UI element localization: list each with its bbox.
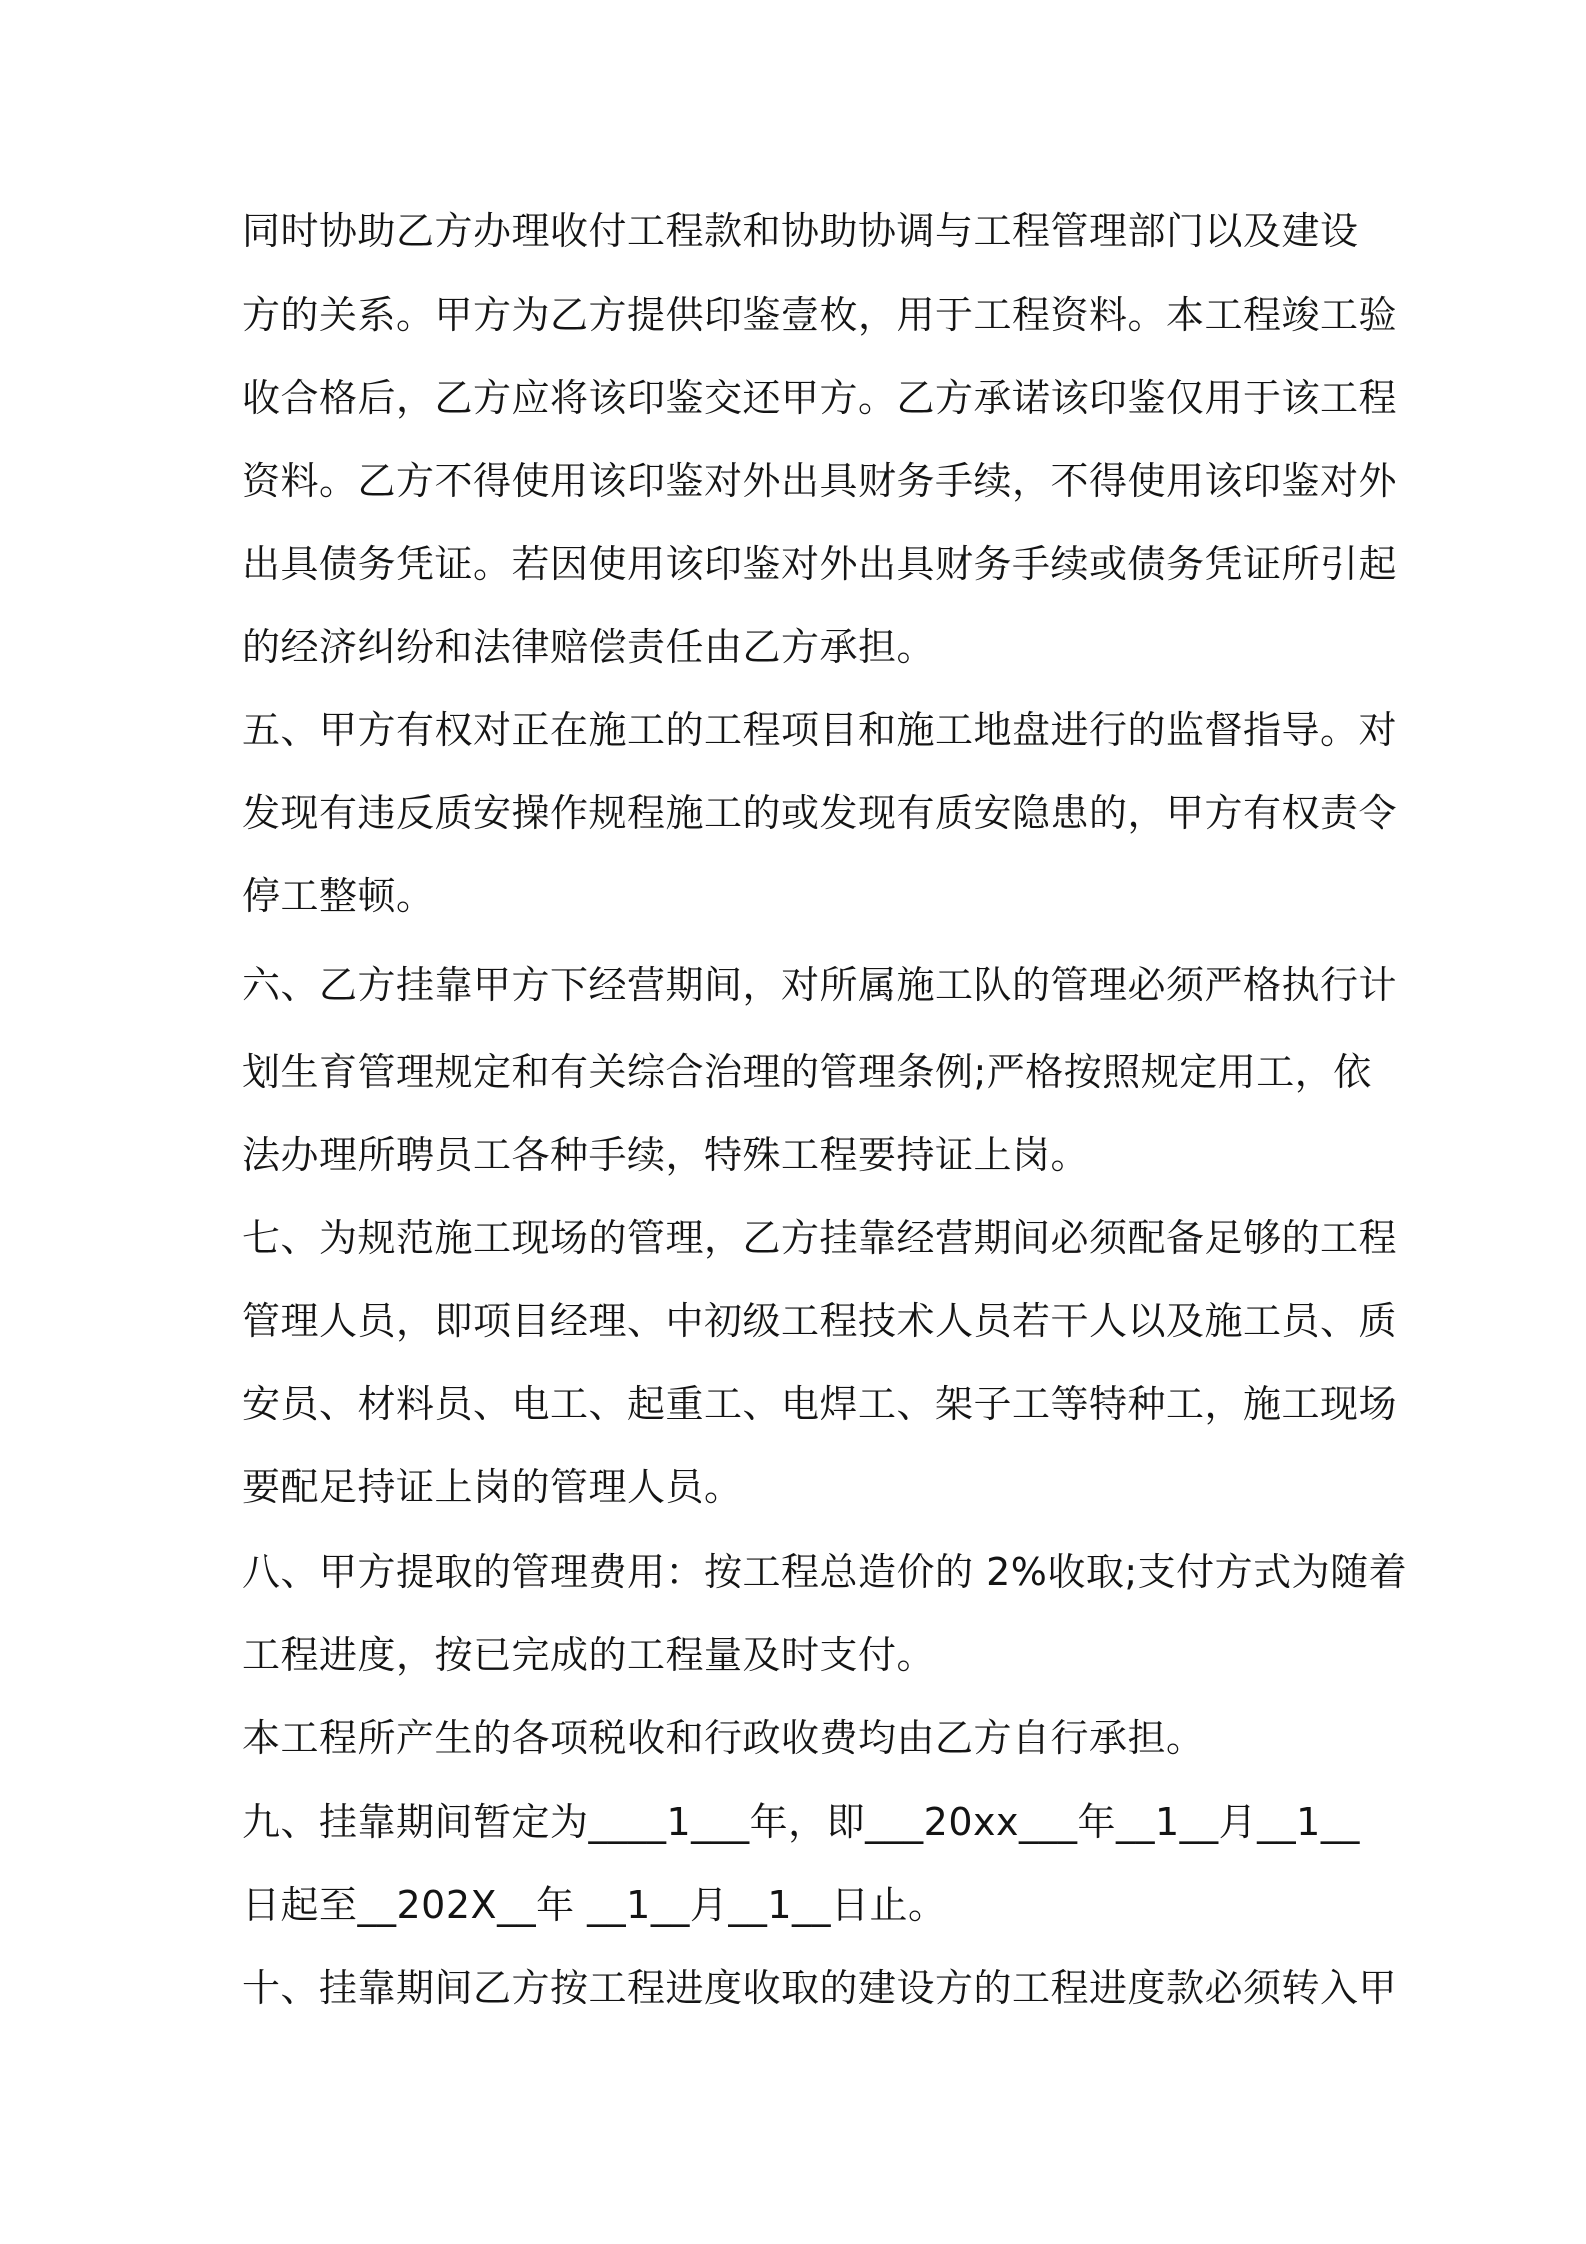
text-line: 资料。乙方不得使用该印鉴对外出具财务手续，不得使用该印鉴对外 [242,459,1398,503]
text-line: 管理人员，即项目经理、中初级工程技术人员若干人以及施工员、质 [242,1299,1398,1343]
section-5-heading-line: 五、甲方有权对正在施工的工程项目和施工地盘进行的监督指导。对 [242,708,1398,752]
text-line: 法办理所聘员工各种手续，特殊工程要持证上岗。 [242,1133,1090,1177]
text-line: 发现有违反质安操作规程施工的或发现有质安隐患的，甲方有权责令 [242,791,1398,835]
text-line: 同时协助乙方办理收付工程款和协助协调与工程管理部门以及建设 [242,209,1359,253]
section-10-heading-line: 十、挂靠期间乙方按工程进度收取的建设方的工程进度款必须转入甲 [242,1966,1398,2010]
text-line: 方的关系。甲方为乙方提供印鉴壹枚，用于工程资料。本工程竣工验 [242,293,1398,337]
text-line: 出具债务凭证。若因使用该印鉴对外出具财务手续或债务凭证所引起 [242,542,1398,586]
section-9-heading-line: 九、挂靠期间暂定为____1___年，即___20xx___年__1__月__1__ [242,1800,1360,1844]
section-7-heading-line: 七、为规范施工现场的管理，乙方挂靠经营期间必须配备足够的工程 [242,1216,1398,1260]
text-line: 本工程所产生的各项税收和行政收费均由乙方自行承担。 [242,1716,1205,1760]
text-line: 要配足持证上岗的管理人员。 [242,1465,743,1509]
text-line: 收合格后，乙方应将该印鉴交还甲方。乙方承诺该印鉴仅用于该工程 [242,376,1398,420]
text-line: 工程进度，按已完成的工程量及时支付。 [242,1633,936,1677]
text-line: 停工整顿。 [242,874,435,918]
text-line: 安员、材料员、电工、起重工、电焊工、架子工等特种工，施工现场 [242,1382,1398,1426]
text-line: 的经济纠纷和法律赔偿责任由乙方承担。 [242,625,936,669]
section-8-heading-line: 八、甲方提取的管理费用：按工程总造价的 2%收取;支付方式为随着 [242,1550,1408,1594]
text-line: 划生育管理规定和有关综合治理的管理条例;严格按照规定用工，依 [242,1050,1372,1094]
text-line: 日起至__202X__年 __1__月__1__日止。 [242,1883,947,1927]
section-6-heading-line: 六、乙方挂靠甲方下经营期间，对所属施工队的管理必须严格执行计 [242,963,1398,1007]
